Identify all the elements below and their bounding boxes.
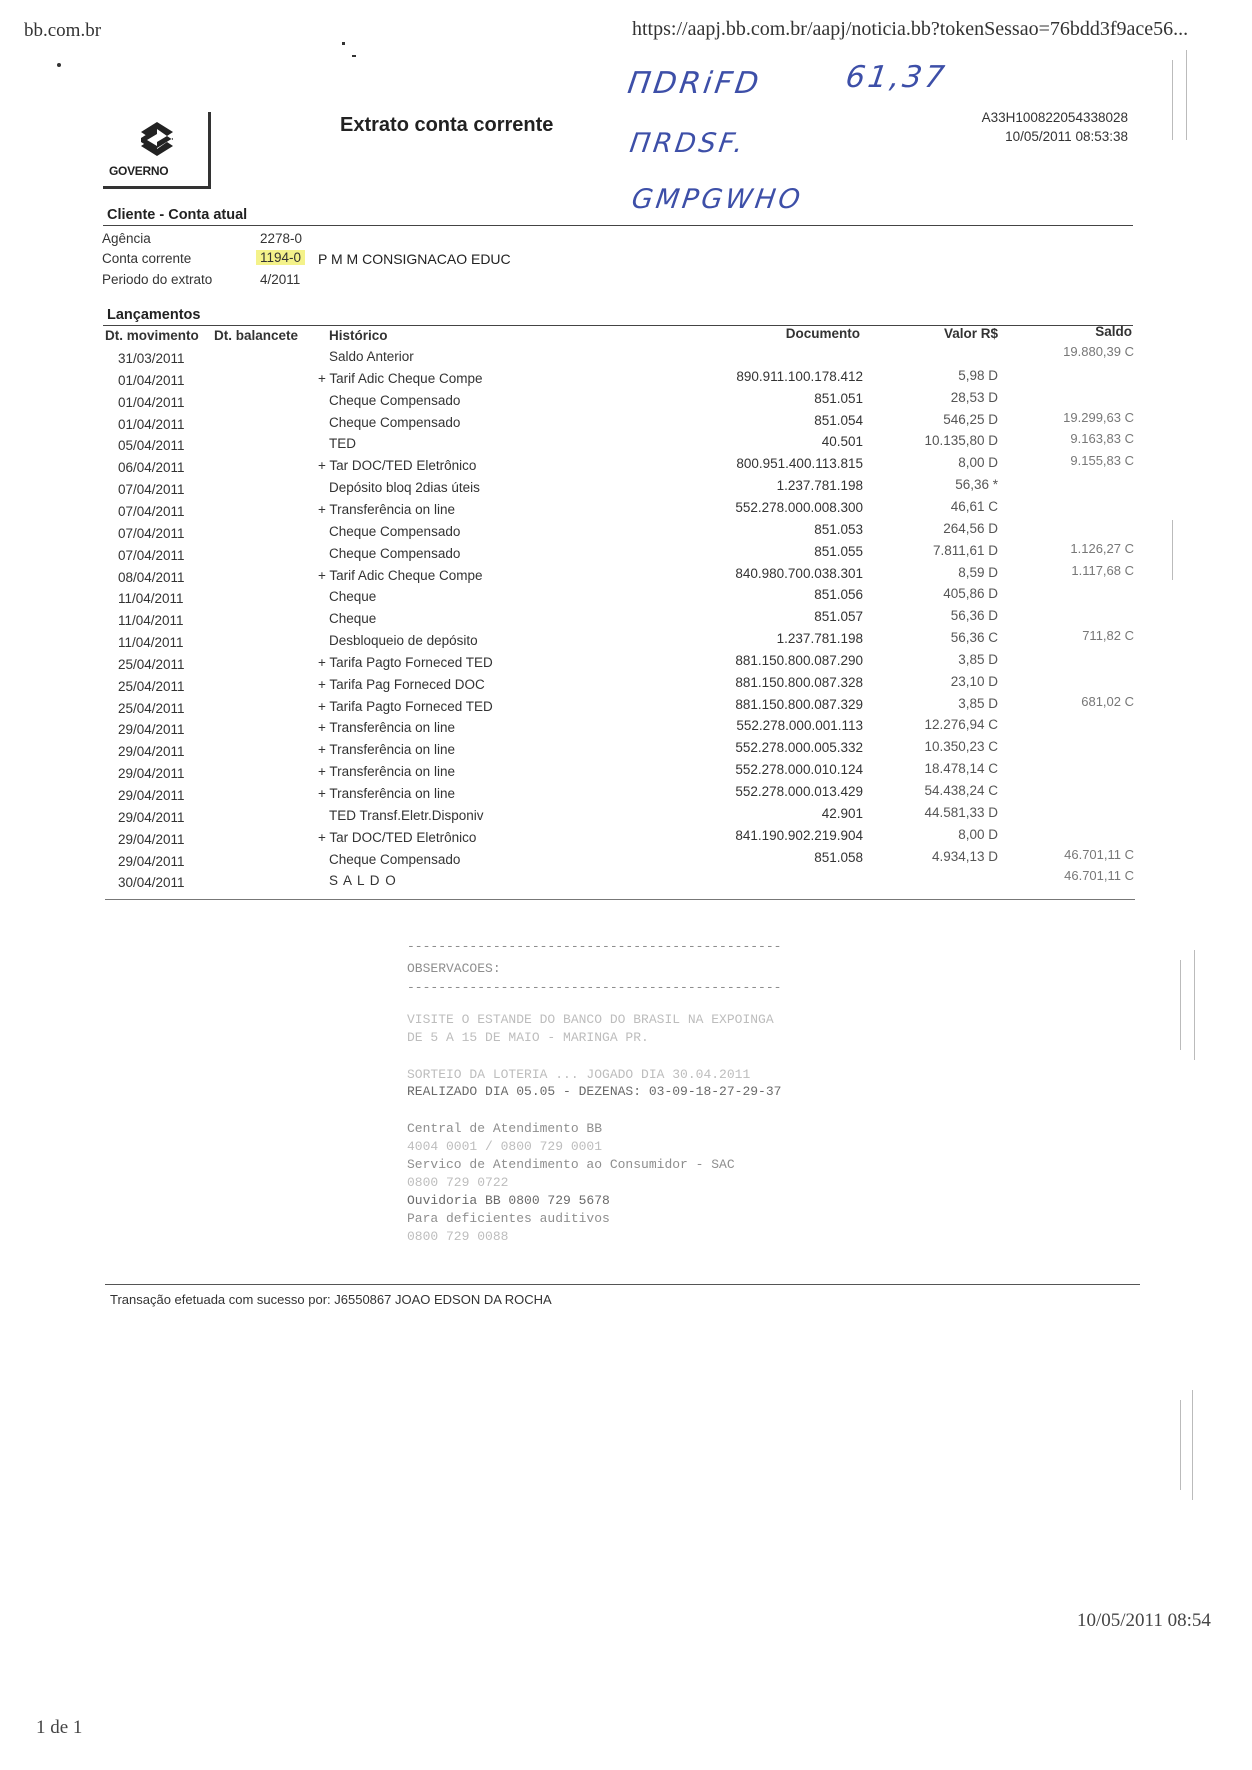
row-valor: 23,10 D	[950, 674, 998, 689]
row-documento: 851.056	[814, 587, 863, 602]
row-date: 07/04/2011	[118, 504, 185, 519]
page-number: 1 de 1	[36, 1717, 83, 1738]
row-date: 06/04/2011	[118, 460, 185, 475]
row-documento: 42.901	[821, 806, 863, 821]
row-historico: Saldo Anterior	[329, 349, 414, 364]
logo-text: GOVERNO	[109, 164, 169, 178]
scan-edge-mark	[1186, 50, 1187, 140]
row-historico: TED Transf.Eletr.Disponiv	[329, 808, 484, 823]
row-date: 29/04/2011	[118, 766, 185, 781]
row-date: 07/04/2011	[118, 482, 185, 497]
row-historico: Cheque Compensado	[329, 852, 461, 867]
row-date: 01/04/2011	[118, 395, 185, 410]
row-date: 29/04/2011	[118, 788, 185, 803]
periodo-value: 4/2011	[260, 272, 301, 287]
row-date: 08/04/2011	[118, 570, 185, 585]
scan-edge-mark	[1192, 1390, 1193, 1500]
scan-speck	[57, 63, 61, 67]
row-historico: + Tarif Adic Cheque Compe	[318, 568, 483, 583]
document-code: A33H100822054338028	[981, 110, 1128, 125]
row-saldo: 19.880,39 C	[1063, 344, 1134, 359]
scan-speck	[352, 55, 356, 57]
scan-edge-mark	[1172, 60, 1173, 140]
row-historico: Depósito bloq 2dias úteis	[329, 480, 480, 495]
row-valor: 8,00 D	[958, 455, 998, 470]
row-historico: Cheque Compensado	[329, 546, 461, 561]
row-valor: 7.811,61 D	[932, 543, 998, 558]
row-saldo: 711,82 C	[1082, 628, 1134, 643]
row-documento: 851.053	[814, 522, 863, 537]
row-valor: 18.478,14 C	[924, 761, 998, 776]
row-saldo: 9.155,83 C	[1070, 453, 1134, 468]
row-documento: 840.980.700.038.301	[735, 566, 863, 581]
row-saldo: 19.299,63 C	[1063, 410, 1134, 425]
bank-logo	[103, 112, 211, 189]
row-documento: 1.237.781.198	[776, 478, 863, 493]
table-end-divider	[105, 899, 1135, 900]
header-saldo: Saldo	[1095, 324, 1132, 339]
row-documento: 552.278.000.005.332	[735, 740, 863, 755]
row-historico: S A L D O	[329, 873, 397, 888]
row-valor: 546,25 D	[943, 412, 998, 427]
row-saldo: 1.126,27 C	[1070, 541, 1134, 556]
row-valor: 8,00 D	[958, 827, 998, 842]
row-historico: + Tarif Adic Cheque Compe	[318, 371, 483, 386]
row-valor: 3,85 D	[958, 696, 998, 711]
row-valor: 56,36 D	[950, 608, 998, 623]
row-documento: 890.911.100.178.412	[736, 369, 863, 384]
row-date: 05/04/2011	[118, 438, 185, 453]
row-documento: 552.278.000.001.113	[736, 718, 863, 733]
row-documento: 841.190.902.219.904	[735, 828, 863, 843]
row-historico: TED	[329, 436, 356, 451]
row-saldo: 9.163,83 C	[1070, 431, 1134, 446]
row-historico: + Transferência on line	[318, 764, 455, 779]
row-valor: 56,36 *	[955, 477, 998, 492]
row-documento: 881.150.800.087.329	[735, 697, 863, 712]
row-valor: 10.350,23 C	[924, 739, 998, 754]
row-saldo: 46.701,11 C	[1064, 868, 1134, 883]
conta-label: Conta corrente	[102, 251, 192, 266]
obs-line9: Ouvidoria BB 0800 729 5678	[407, 1193, 610, 1208]
scan-edge-mark	[1180, 1400, 1181, 1490]
scan-edge-mark	[1172, 520, 1173, 580]
obs-line6: 4004 0001 / 0800 729 0001	[407, 1139, 603, 1154]
row-valor: 46,61 C	[950, 499, 998, 514]
row-date: 30/04/2011	[118, 875, 185, 890]
row-documento: 552.278.000.008.300	[735, 500, 863, 515]
obs-line8: 0800 729 0722	[407, 1175, 509, 1190]
browser-url: https://aapj.bb.com.br/aapj/noticia.bb?tokenSessao=76bdd3f9ace56...	[632, 18, 1189, 40]
row-valor: 4.934,13 D	[931, 849, 998, 864]
row-saldo: 46.701,11 C	[1064, 847, 1134, 862]
obs-line2: DE 5 A 15 DE MAIO - MARINGA PR.	[407, 1030, 649, 1045]
obs-line1: VISITE O ESTANDE DO BANCO DO BRASIL NA EXPOINGA	[407, 1012, 774, 1027]
row-date: 29/04/2011	[118, 722, 185, 737]
header-historico: Histórico	[329, 328, 388, 343]
scan-edge-mark	[1180, 960, 1181, 1050]
row-valor: 5,98 D	[958, 368, 998, 383]
row-valor: 12.276,94 C	[924, 717, 998, 732]
row-valor: 28,53 D	[950, 390, 998, 405]
lancamentos-title: Lançamentos	[107, 307, 201, 323]
row-documento: 851.051	[814, 391, 863, 406]
obs-line3: SORTEIO DA LOTERIA ... JOGADO DIA 30.04.2011	[407, 1067, 751, 1082]
row-documento: 851.058	[814, 850, 863, 865]
row-date: 01/04/2011	[118, 373, 185, 388]
transaction-info: Transação efetuada com sucesso por: J6550867 JOAO EDSON DA ROCHA	[110, 1292, 552, 1307]
document-datetime: 10/05/2011 08:53:38	[1005, 129, 1128, 144]
row-documento: 881.150.800.087.290	[735, 653, 863, 668]
row-historico: + Tar DOC/TED Eletrônico	[318, 458, 477, 473]
row-date: 25/04/2011	[118, 701, 185, 716]
obs-dashes-top: ------------------------------------------------	[407, 939, 782, 954]
row-valor: 405,86 D	[943, 586, 998, 601]
handwriting-line3: GMPGWHO	[629, 184, 805, 215]
row-historico: + Transferência on line	[318, 502, 455, 517]
obs-title: OBSERVACOES:	[407, 961, 501, 976]
browser-left-fragment: bb.com.br	[24, 20, 102, 41]
row-date: 29/04/2011	[118, 832, 185, 847]
row-date: 07/04/2011	[118, 548, 185, 563]
row-date: 07/04/2011	[118, 526, 185, 541]
row-valor: 8,59 D	[958, 565, 998, 580]
page-title: Extrato conta corrente	[340, 114, 554, 136]
row-historico: + Tarifa Pagto Forneced TED	[318, 699, 493, 714]
row-date: 11/04/2011	[118, 591, 184, 606]
periodo-label: Periodo do extrato	[102, 272, 213, 287]
row-historico: Cheque	[329, 589, 377, 604]
conta-name: P M M CONSIGNACAO EDUC	[318, 251, 511, 267]
header-dt-balancete: Dt. balancete	[214, 328, 299, 343]
scan-edge-mark	[1194, 950, 1195, 1060]
row-documento: 851.054	[814, 413, 863, 428]
obs-line4: REALIZADO DIA 05.05 - DEZENAS: 03-09-18-27-29-37	[407, 1084, 782, 1099]
row-historico: + Tar DOC/TED Eletrônico	[318, 830, 477, 845]
print-datetime: 10/05/2011 08:54	[1077, 1610, 1211, 1631]
row-saldo: 1.117,68 C	[1071, 563, 1134, 578]
header-dt-movimento: Dt. movimento	[105, 328, 199, 343]
row-documento: 552.278.000.013.429	[735, 784, 863, 799]
row-date: 31/03/2011	[118, 351, 185, 366]
client-section-title: Cliente - Conta atual	[107, 207, 248, 223]
row-date: 29/04/2011	[118, 744, 185, 759]
row-historico: Desbloqueio de depósito	[329, 633, 478, 648]
row-documento: 851.057	[814, 609, 863, 624]
row-historico: + Transferência on line	[318, 786, 455, 801]
agencia-label: Agência	[102, 231, 151, 246]
row-date: 01/04/2011	[118, 417, 185, 432]
obs-line7: Servico de Atendimento ao Consumidor - SAC	[407, 1157, 735, 1172]
row-valor: 10.135,80 D	[924, 433, 998, 448]
bb-logo-icon	[137, 120, 177, 158]
row-valor: 3,85 D	[958, 652, 998, 667]
row-historico: Cheque Compensado	[329, 524, 461, 539]
client-divider	[103, 225, 1133, 226]
row-valor: 54.438,24 C	[924, 783, 998, 798]
row-documento: 881.150.800.087.328	[735, 675, 863, 690]
conta-value: 1194-0	[256, 250, 305, 265]
header-documento: Documento	[785, 326, 860, 341]
row-valor: 44.581,33 D	[924, 805, 998, 820]
scan-speck	[342, 42, 345, 45]
handwriting-line1b: 61,37	[843, 60, 950, 95]
row-date: 11/04/2011	[118, 635, 184, 650]
row-documento: 1.237.781.198	[776, 631, 863, 646]
obs-line11: 0800 729 0088	[407, 1229, 509, 1244]
row-valor: 56,36 C	[950, 630, 998, 645]
handwriting-line1a: ΠDRiFD	[625, 66, 764, 101]
row-date: 25/04/2011	[118, 657, 185, 672]
row-documento: 800.951.400.113.815	[736, 456, 863, 471]
obs-line5: Central de Atendimento BB	[407, 1121, 603, 1136]
footer-divider	[105, 1284, 1140, 1285]
row-date: 11/04/2011	[118, 613, 184, 628]
row-documento: 552.278.000.010.124	[735, 762, 863, 777]
agencia-value: 2278-0	[260, 231, 303, 246]
row-historico: Cheque	[329, 611, 377, 626]
row-historico: + Tarifa Pagto Forneced TED	[318, 655, 493, 670]
obs-dashes-bottom: ------------------------------------------------	[407, 980, 782, 995]
row-documento: 40.501	[821, 434, 863, 449]
header-valor: Valor R$	[943, 326, 998, 341]
row-historico: + Transferência on line	[318, 742, 455, 757]
row-saldo: 681,02 C	[1081, 694, 1134, 709]
row-historico: Cheque Compensado	[329, 393, 461, 408]
row-historico: + Tarifa Pag Forneced DOC	[318, 677, 485, 692]
row-date: 25/04/2011	[118, 679, 185, 694]
handwriting-line2: ΠRDSF.	[627, 128, 748, 159]
row-date: 29/04/2011	[118, 854, 185, 869]
row-valor: 264,56 D	[943, 521, 998, 536]
obs-line10: Para deficientes auditivos	[407, 1211, 610, 1226]
row-historico: + Transferência on line	[318, 720, 455, 735]
row-historico: Cheque Compensado	[329, 415, 461, 430]
row-documento: 851.055	[814, 544, 863, 559]
row-date: 29/04/2011	[118, 810, 185, 825]
